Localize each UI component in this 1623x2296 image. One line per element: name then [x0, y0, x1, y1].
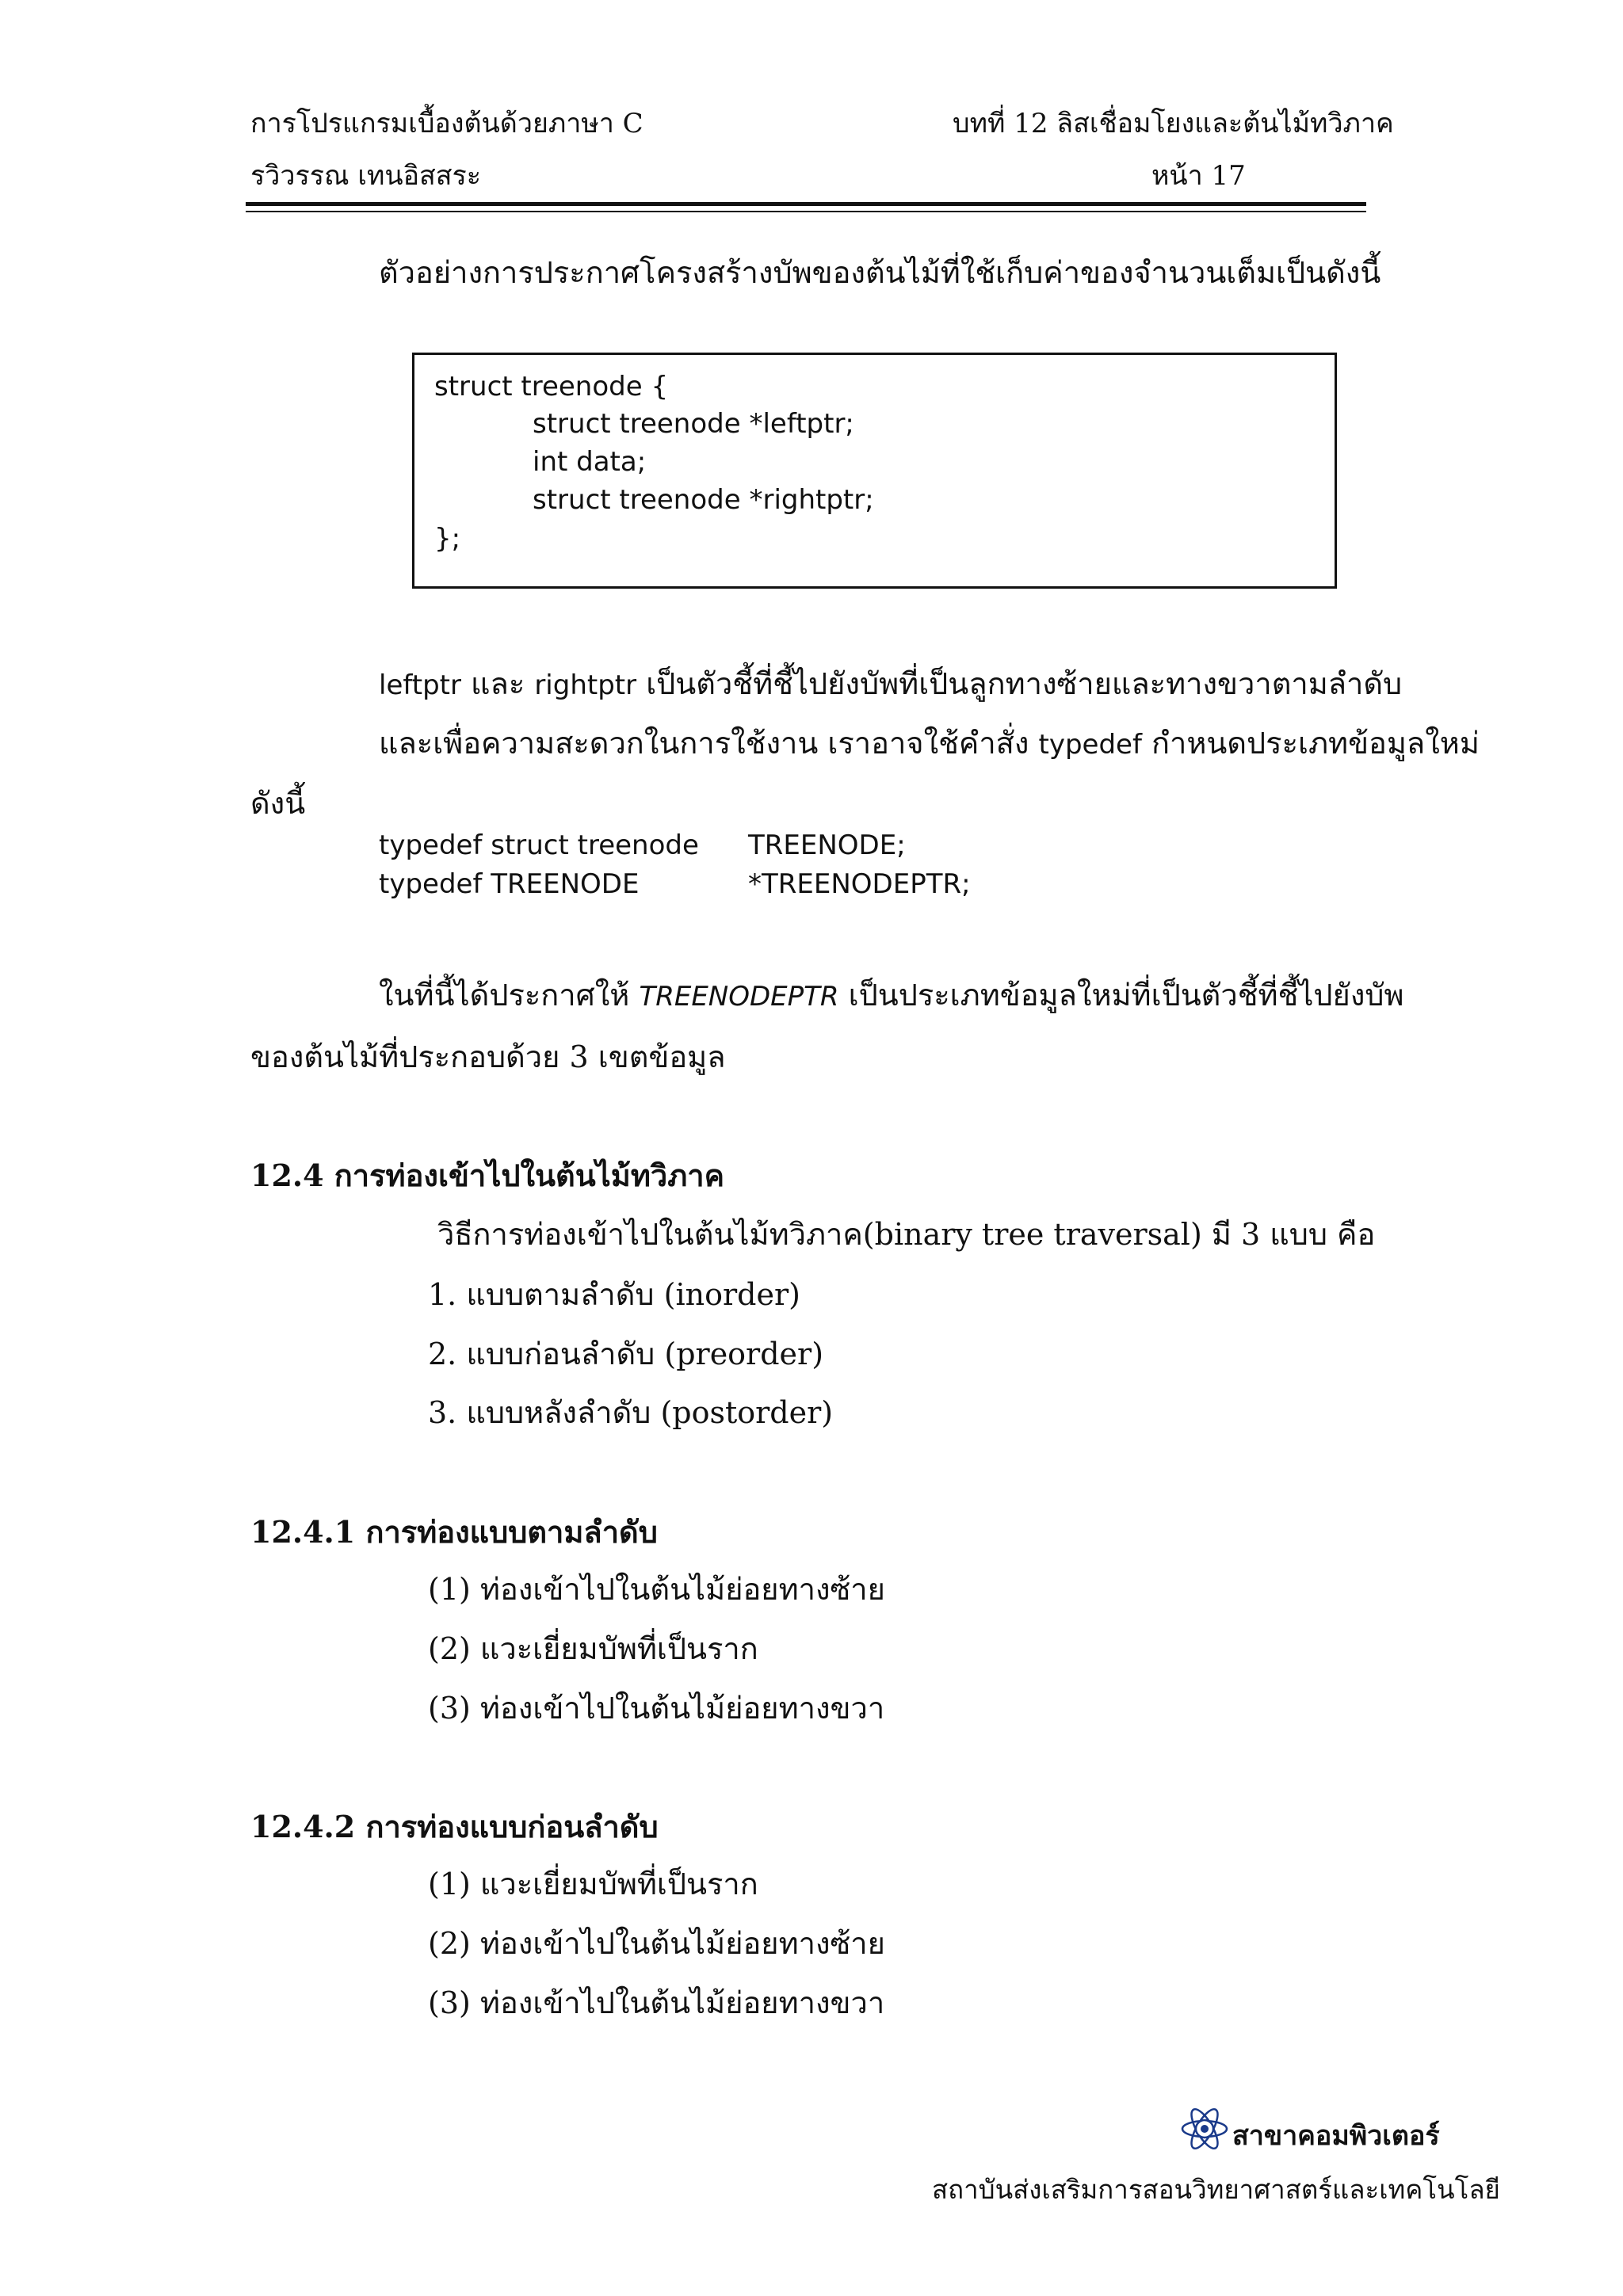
section-heading-12-4-2: 12.4.2 การท่องแบบก่อนลำดับ [250, 1809, 659, 1844]
list-item: (3) ท่องเข้าไปในต้นไม้ย่อยทางขวา [428, 1985, 885, 2020]
code-line: struct treenode *rightptr; [533, 484, 874, 516]
intro-paragraph: ตัวอย่างการประกาศโครงสร้างบัพของต้นไม้ที่ใช้เก็บค่าของจำนวนเต็มเป็นดังนี้ [379, 255, 1381, 290]
code-line: struct treenode { [434, 371, 669, 402]
section-heading-12-4-1: 12.4.1 การท่องแบบตามลำดับ [250, 1514, 658, 1550]
typedef-description-text-a: และเพื่อความสะดวกในการใช้งาน เราอาจใช้คำสั่ง [379, 726, 1039, 761]
header-rule-thick [246, 202, 1366, 206]
typedef-left: typedef struct treenode [379, 830, 699, 861]
list-item: 2. แบบก่อนลำดับ (preorder) [428, 1337, 824, 1371]
header-page-number: หน้า 17 [1151, 160, 1246, 192]
typedef-description-cont: ดังนี้ [250, 786, 306, 821]
list-item: (1) แวะเยี่ยมบัพที่เป็นราก [428, 1867, 758, 1901]
typedef-right: TREENODE; [748, 830, 906, 861]
typedef-left: typedef TREENODE [379, 868, 640, 900]
typedef-description [379, 719, 1480, 767]
section-heading-12-4: 12.4 การท่องเข้าไปในต้นไม้ทวิภาค [250, 1158, 725, 1193]
traversal-intro: วิธีการท่องเข้าไปในต้นไม้ทวิภาค(binary tree traversal) มี 3 แบบ คือ [437, 1217, 1376, 1252]
treenodeptr-code: TREENODEPTR [639, 981, 839, 1013]
list-item: 3. แบบหลังลำดับ (postorder) [428, 1395, 834, 1430]
treenodeptr-description [379, 971, 1404, 1019]
list-item: 1. แบบตามลำดับ (inorder) [428, 1277, 800, 1312]
header-title: การโปรแกรมเบื้องต้นด้วยภาษา C [250, 108, 643, 139]
header-author: รวิวรรณ เทนอิสสระ [250, 160, 482, 192]
footer-institute: สถาบันส่งเสริมการสอนวิทยาศาสตร์และเทคโนโลยี [932, 2174, 1500, 2205]
footer-department: สาขาคอมพิวเตอร์ [1232, 2120, 1440, 2152]
typedef-keyword: typedef [1038, 729, 1142, 761]
treenodeptr-description-cont: ของต้นไม้ที่ประกอบด้วย 3 เขตข้อมูล [250, 1039, 726, 1074]
leftptr-code: leftptr [379, 669, 461, 701]
header-rule-thin [246, 211, 1366, 212]
list-item: (1) ท่องเข้าไปในต้นไม้ย่อยทางซ้าย [428, 1572, 885, 1607]
and-text: และ [460, 666, 535, 701]
pointer-description [379, 659, 1402, 707]
treenodeptr-text-b: เป็นประเภทข้อมูลใหม่ที่เป็นตัวชี้ที่ชี้ไปยังบัพ [838, 978, 1404, 1013]
code-line: }; [434, 523, 461, 555]
header-chapter: บทที่ 12 ลิสเชื่อมโยงและต้นไม้ทวิภาค [953, 108, 1394, 139]
pointer-description-text: เป็นตัวชี้ที่ชี้ไปยังบัพที่เป็นลูกทางซ้ายและทางขวาตามลำดับ [636, 666, 1403, 701]
atom-logo-icon [1179, 2103, 1230, 2154]
code-line: int data; [533, 446, 647, 478]
rightptr-code: rightptr [534, 669, 637, 701]
treenodeptr-text-a: ในที่นี้ได้ประกาศให้ [379, 978, 640, 1013]
list-item: (3) ท่องเข้าไปในต้นไม้ย่อยทางขวา [428, 1691, 885, 1726]
typedef-description-text-b: กำหนดประเภทข้อมูลใหม่ [1141, 726, 1480, 761]
list-item: (2) ท่องเข้าไปในต้นไม้ย่อยทางซ้าย [428, 1926, 885, 1961]
list-item: (2) แวะเยี่ยมบัพที่เป็นราก [428, 1631, 758, 1666]
code-line: struct treenode *leftptr; [533, 408, 854, 440]
typedef-right: *TREENODEPTR; [748, 868, 971, 900]
